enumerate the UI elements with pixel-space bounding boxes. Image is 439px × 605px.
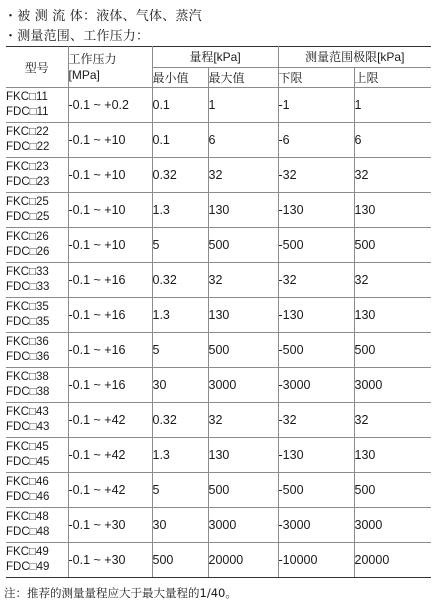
span-min-cell: 0.1	[152, 123, 208, 158]
model-fkc: FKC□11	[6, 91, 48, 103]
limit-high-cell: 32	[354, 263, 431, 298]
span-min-cell: 0.32	[152, 403, 208, 438]
span-min-cell: 5	[152, 473, 208, 508]
table-row	[6, 228, 431, 263]
span-min-cell: 0.32	[152, 158, 208, 193]
limit-low-cell: -32	[278, 263, 354, 298]
limit-low-cell: -32	[278, 158, 354, 193]
limit-low-cell: -500	[278, 333, 354, 368]
span-max-cell: 3000	[208, 508, 278, 543]
model-fkc: FKC□36	[6, 336, 49, 348]
limit-low-header: 下限	[278, 67, 354, 88]
span-min-cell: 30	[152, 508, 208, 543]
span-max-cell: 32	[208, 403, 278, 438]
pressure-cell: -0.1 ~ +10	[68, 123, 152, 158]
model-cell	[6, 438, 68, 473]
model-fdc: FDC□45	[6, 456, 50, 468]
limit-low-cell: -500	[278, 228, 354, 263]
pressure-cell: -0.1 ~ +16	[68, 263, 152, 298]
model-cell	[6, 543, 68, 578]
limit-high-cell: 500	[354, 333, 431, 368]
model-fdc: FDC□48	[6, 526, 50, 538]
model-cell	[6, 88, 68, 123]
limit-high-cell: 3000	[354, 368, 431, 403]
model-fkc: FKC□43	[6, 406, 49, 418]
model-cell	[6, 298, 68, 333]
model-fdc: FDC□22	[6, 141, 50, 153]
table-row	[6, 473, 431, 508]
pressure-header	[68, 47, 152, 88]
limit-low-cell: -3000	[278, 508, 354, 543]
model-fkc: FKC□48	[6, 511, 49, 523]
span-min-cell: 0.1	[152, 88, 208, 123]
pressure-cell: -0.1 ~ +42	[68, 438, 152, 473]
pressure-cell: -0.1 ~ +16	[68, 298, 152, 333]
table-row	[6, 88, 431, 123]
model-fdc: FDC□26	[6, 246, 50, 258]
limit-header: 测量范围极限[kPa]	[278, 47, 431, 68]
limit-high-cell: 20000	[354, 543, 431, 578]
limit-high-header: 上限	[354, 67, 431, 88]
table-body	[6, 88, 431, 578]
model-fkc: FKC□35	[6, 301, 49, 313]
model-cell	[6, 333, 68, 368]
span-max-cell: 32	[208, 158, 278, 193]
model-fdc: FDC□49	[6, 561, 50, 573]
span-max-cell: 130	[208, 193, 278, 228]
span-max-cell: 130	[208, 438, 278, 473]
limit-low-cell: -130	[278, 193, 354, 228]
span-min-cell: 5	[152, 333, 208, 368]
medium-line: ・被 测 流 体：液体、气体、蒸汽	[4, 9, 202, 24]
table-row	[6, 263, 431, 298]
pressure-header-label: 工作压力	[68, 52, 117, 66]
model-header: 型号	[6, 47, 68, 88]
model-cell	[6, 473, 68, 508]
model-cell	[6, 193, 68, 228]
limit-high-cell: 130	[354, 193, 431, 228]
table-row	[6, 333, 431, 368]
span-max-cell: 500	[208, 333, 278, 368]
limit-high-cell: 32	[354, 403, 431, 438]
model-cell	[6, 263, 68, 298]
limit-low-cell: -500	[278, 473, 354, 508]
span-max-cell: 20000	[208, 543, 278, 578]
span-max-cell: 32	[208, 263, 278, 298]
pressure-cell: -0.1 ~ +10	[68, 228, 152, 263]
model-cell	[6, 158, 68, 193]
limit-high-cell: 32	[354, 158, 431, 193]
model-fdc: FDC□25	[6, 211, 50, 223]
model-cell	[6, 508, 68, 543]
span-min-cell: 500	[152, 543, 208, 578]
model-fdc: FDC□11	[6, 106, 49, 118]
pressure-header-unit: [MPa]	[68, 68, 100, 82]
model-fkc: FKC□45	[6, 441, 49, 453]
model-cell	[6, 403, 68, 438]
pressure-cell: -0.1 ~ +42	[68, 403, 152, 438]
span-min-cell: 30	[152, 368, 208, 403]
pressure-cell: -0.1 ~ +10	[68, 193, 152, 228]
span-max-cell: 130	[208, 298, 278, 333]
pressure-cell: -0.1 ~ +0.2	[68, 88, 152, 123]
span-max-cell: 3000	[208, 368, 278, 403]
span-min-header: 最小值	[152, 67, 208, 88]
model-fkc: FKC□46	[6, 476, 49, 488]
span-max-header: 最大值	[208, 67, 278, 88]
table-row	[6, 158, 431, 193]
span-min-cell: 0.32	[152, 263, 208, 298]
table-row	[6, 368, 431, 403]
model-fdc: FDC□38	[6, 386, 50, 398]
model-fkc: FKC□33	[6, 266, 49, 278]
model-fdc: FDC□43	[6, 421, 50, 433]
model-fdc: FDC□46	[6, 491, 50, 503]
span-max-cell: 1	[208, 88, 278, 123]
limit-low-cell: -6	[278, 123, 354, 158]
pressure-cell: -0.1 ~ +30	[68, 543, 152, 578]
table-row	[6, 123, 431, 158]
limit-high-cell: 130	[354, 298, 431, 333]
limit-low-cell: -1	[278, 88, 354, 123]
span-min-cell: 1.3	[152, 438, 208, 473]
range-line: ・测量范围、工作压力：	[4, 29, 150, 44]
span-max-cell: 6	[208, 123, 278, 158]
limit-low-cell: -130	[278, 298, 354, 333]
limit-high-cell: 3000	[354, 508, 431, 543]
pressure-cell: -0.1 ~ +16	[68, 333, 152, 368]
limit-high-cell: 500	[354, 228, 431, 263]
spec-table	[6, 46, 431, 578]
span-header: 量程[kPa]	[152, 47, 278, 68]
model-cell	[6, 368, 68, 403]
limit-low-cell: -3000	[278, 368, 354, 403]
model-cell	[6, 123, 68, 158]
pressure-cell: -0.1 ~ +16	[68, 368, 152, 403]
limit-high-cell: 500	[354, 473, 431, 508]
limit-high-cell: 1	[354, 88, 431, 123]
pressure-cell: -0.1 ~ +30	[68, 508, 152, 543]
limit-low-cell: -130	[278, 438, 354, 473]
model-fdc: FDC□36	[6, 351, 50, 363]
table-row	[6, 403, 431, 438]
model-cell	[6, 228, 68, 263]
model-fkc: FKC□22	[6, 126, 49, 138]
span-max-cell: 500	[208, 473, 278, 508]
model-fdc: FDC□33	[6, 281, 50, 293]
table-row	[6, 298, 431, 333]
model-fkc: FKC□25	[6, 196, 49, 208]
footnote: 注：推荐的测量量程应大于最大量程的1/40。	[4, 586, 237, 600]
header-row-top	[6, 47, 431, 68]
model-fdc: FDC□35	[6, 316, 50, 328]
span-min-cell: 5	[152, 228, 208, 263]
limit-high-cell: 130	[354, 438, 431, 473]
model-fkc: FKC□49	[6, 546, 49, 558]
span-min-cell: 1.3	[152, 193, 208, 228]
limit-low-cell: -32	[278, 403, 354, 438]
model-fdc: FDC□23	[6, 176, 50, 188]
table-row	[6, 508, 431, 543]
span-max-cell: 500	[208, 228, 278, 263]
model-fkc: FKC□23	[6, 161, 49, 173]
model-fkc: FKC□26	[6, 231, 49, 243]
limit-low-cell: -10000	[278, 543, 354, 578]
pressure-cell: -0.1 ~ +10	[68, 158, 152, 193]
span-min-cell: 1.3	[152, 298, 208, 333]
table-row	[6, 193, 431, 228]
table-row	[6, 438, 431, 473]
pressure-cell: -0.1 ~ +42	[68, 473, 152, 508]
model-fkc: FKC□38	[6, 371, 49, 383]
table-row	[6, 543, 431, 578]
limit-high-cell: 6	[354, 123, 431, 158]
